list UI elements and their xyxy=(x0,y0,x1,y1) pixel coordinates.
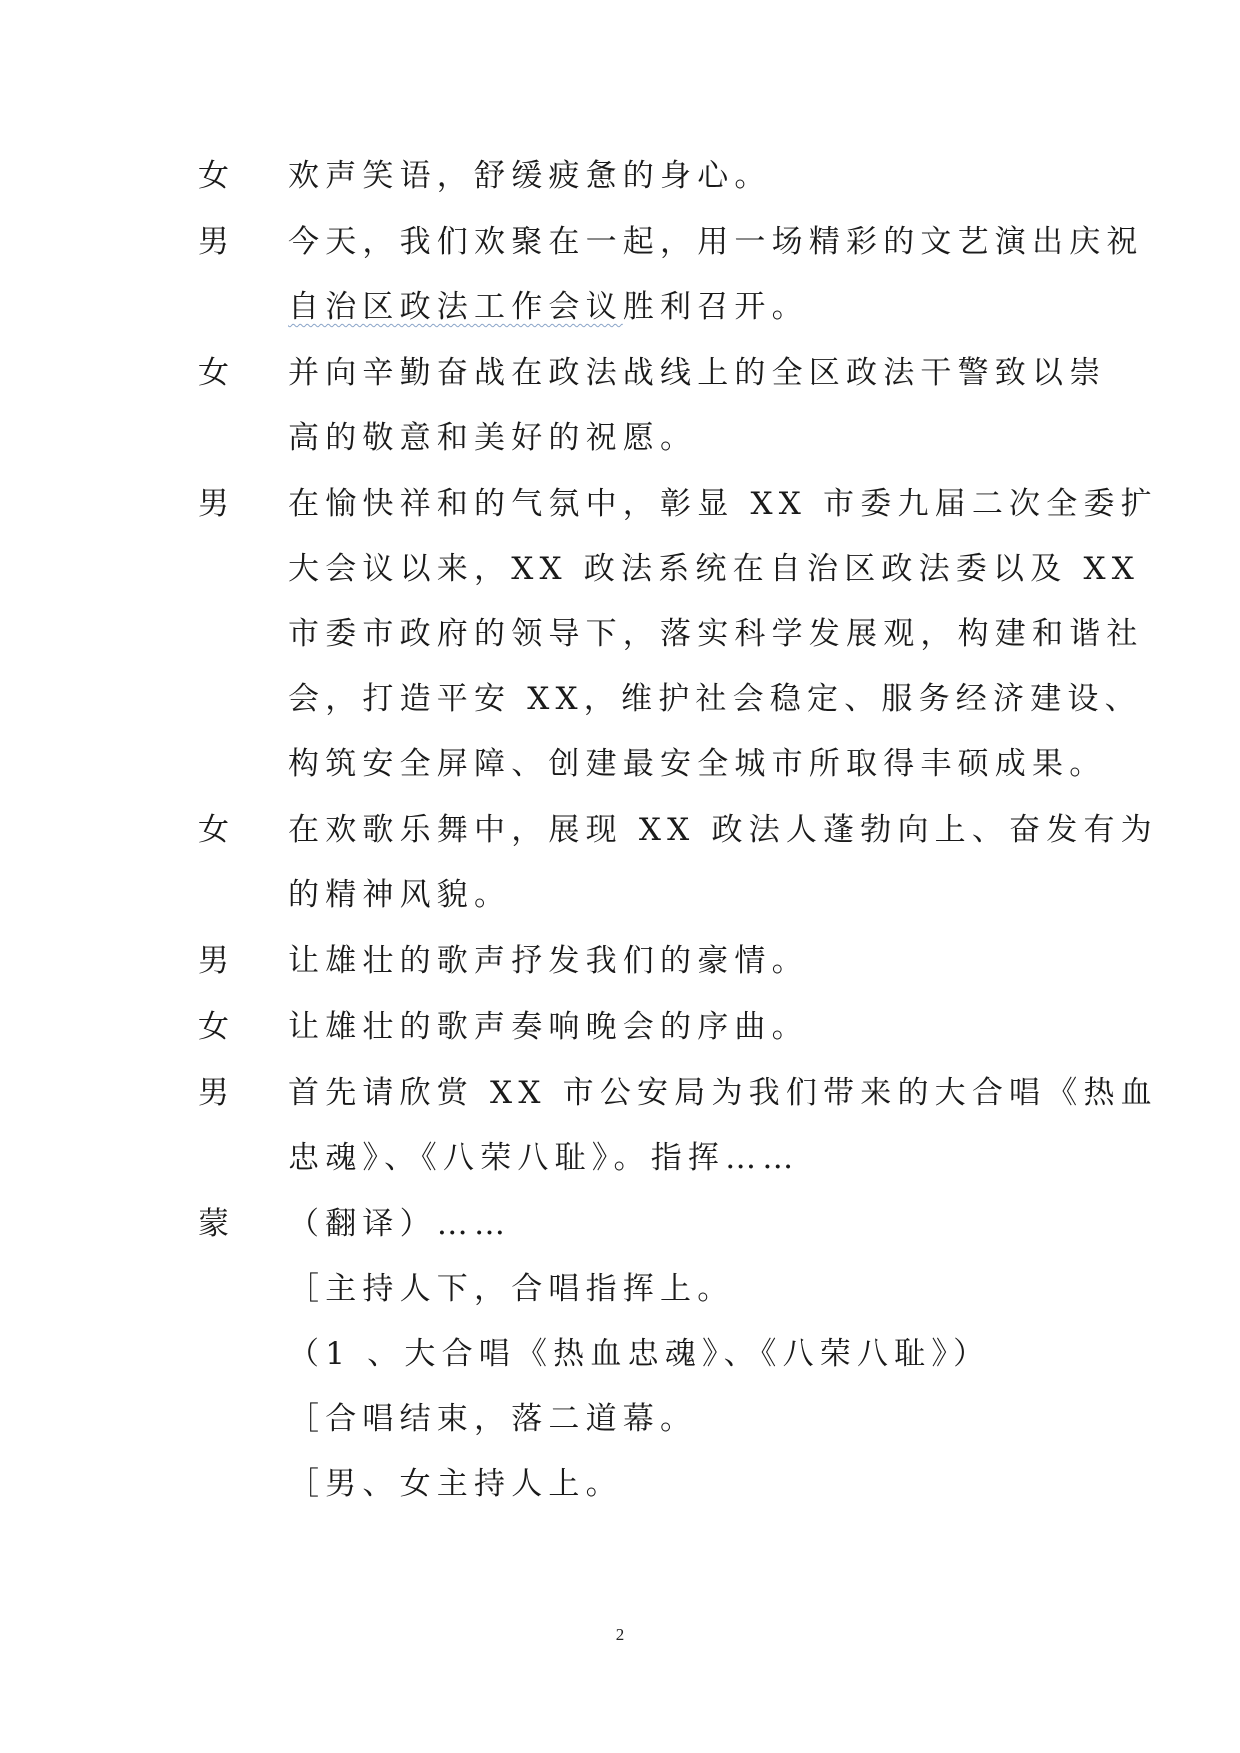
stage-direction: ［主持人下，合唱指挥上。 xyxy=(288,1271,735,1307)
speaker-label: 女 xyxy=(198,1009,231,1045)
speaker-label: 男 xyxy=(198,943,231,979)
dialogue-line: 让雄壮的歌声抒发我们的豪情。 xyxy=(288,943,809,979)
speaker-label: 男 xyxy=(198,224,231,260)
dialogue-lines xyxy=(288,480,1158,788)
dialogue-line: 在欢歌乐舞中，展现 XX 政法人蓬勃向上、奋发有为 xyxy=(288,812,1158,848)
dialogue-line: 市委市政府的领导下，落实科学发展观，构建和谐社 xyxy=(288,616,1144,652)
dialogue-line: 在愉快祥和的气氛中，彰显 XX 市委九届二次全委扩 xyxy=(288,486,1158,522)
dialogue-line: 忠魂》、《八荣八耻》。指挥…… xyxy=(288,1140,800,1176)
dialogue-line xyxy=(288,283,1144,331)
speaker-label: 蒙 xyxy=(198,1206,231,1242)
dialogue-line-rest: 胜利召开。 xyxy=(622,289,809,325)
dialogue-line: 大会议以来，XX 政法系统在自治区政法委以及 XX xyxy=(288,551,1140,587)
stage-direction: ［合唱结束，落二道幕。 xyxy=(288,1401,698,1437)
dialogue-line: 的精神风貌。 xyxy=(288,877,512,913)
dialogue-line: 首先请欣赏 XX 市公安局为我们带来的大合唱《热血 xyxy=(288,1075,1158,1111)
dialogue-line: 会，打造平安 XX，维护社会稳定、服务经济建设、 xyxy=(288,681,1142,717)
dialogue-entry xyxy=(198,806,1158,919)
page-number: 2 xyxy=(615,1625,625,1644)
dialogue-line: 高的敬意和美好的祝愿。 xyxy=(288,420,698,456)
dialogue-entry xyxy=(198,1069,1158,1182)
speaker-label: 男 xyxy=(198,1075,231,1111)
spellcheck-underlined-text: 自治区政法工作会议 xyxy=(288,289,623,325)
dialogue-entry xyxy=(198,480,1158,788)
dialogue-entry xyxy=(198,937,1098,985)
dialogue-entry xyxy=(198,152,1098,200)
dialogue-entry xyxy=(198,349,1107,462)
dialogue-line: 今天，我们欢聚在一起，用一场精彩的文艺演出庆祝 xyxy=(288,224,1144,260)
dialogue-lines xyxy=(288,1200,1098,1508)
stage-direction: ［男、女主持人上。 xyxy=(288,1466,623,1502)
dialogue-entry xyxy=(198,1200,1098,1508)
script-body xyxy=(198,152,1158,1526)
dialogue-line: 欢声笑语，舒缓疲惫的身心。 xyxy=(288,158,772,194)
dialogue-line: 构筑安全屏障、创建最安全城市所取得丰硕成果。 xyxy=(288,746,1107,782)
dialogue-lines xyxy=(288,1069,1158,1182)
dialogue-entry xyxy=(198,1003,1098,1051)
speaker-label: 女 xyxy=(198,158,231,194)
dialogue-entry xyxy=(198,218,1144,331)
dialogue-lines xyxy=(288,349,1106,462)
dialogue-line: 让雄壮的歌声奏响晚会的序曲。 xyxy=(288,1009,809,1045)
dialogue-line: （翻译）…… xyxy=(288,1206,512,1242)
speaker-label: 男 xyxy=(198,486,231,522)
dialogue-lines xyxy=(288,152,1098,200)
speaker-label: 女 xyxy=(198,355,231,391)
speaker-label: 女 xyxy=(198,812,231,848)
dialogue-lines xyxy=(288,1003,1098,1051)
program-item: （1 、大合唱《热血忠魂》、《八荣八耻》） xyxy=(288,1336,991,1372)
dialogue-lines xyxy=(288,806,1158,919)
dialogue-lines xyxy=(288,937,1098,985)
dialogue-line: 并向辛勤奋战在政法战线上的全区政法干警致以崇 xyxy=(288,355,1107,391)
dialogue-lines xyxy=(288,218,1144,331)
